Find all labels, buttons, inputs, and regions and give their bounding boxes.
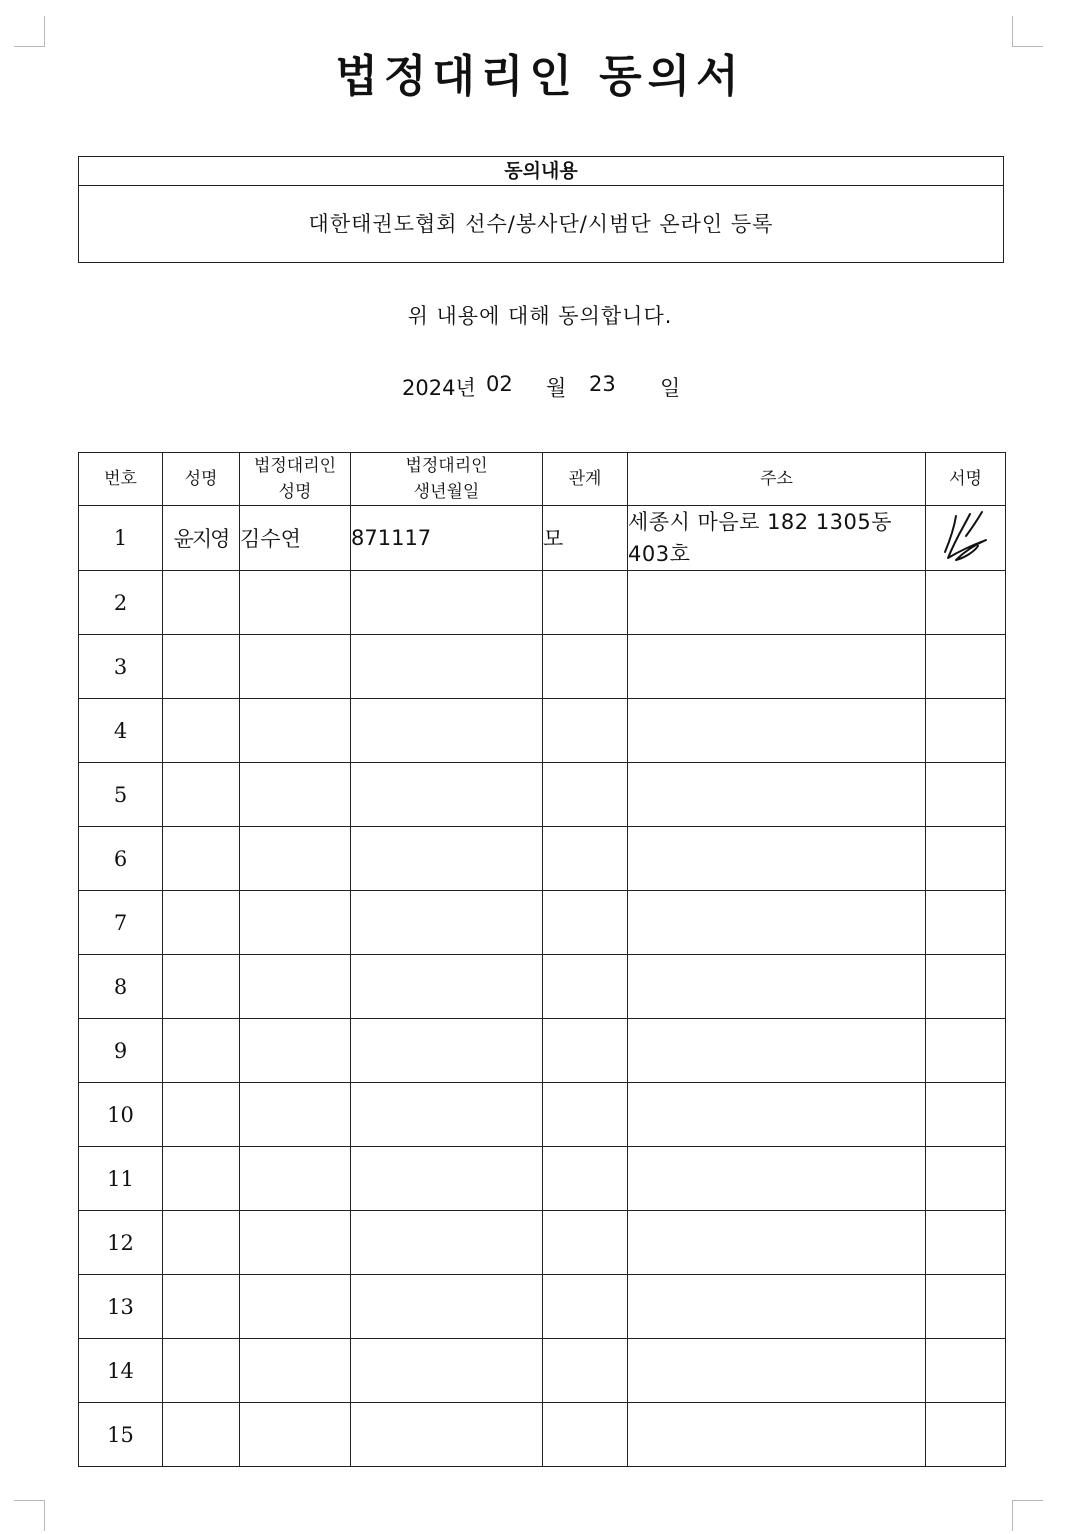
row-guardian-name [240,827,351,891]
row-guardian-birth [351,955,543,1019]
row-relation [543,1403,628,1467]
row-guardian-name [240,955,351,1019]
page-title: 법정대리인 동의서 [335,51,745,102]
table-row [79,1083,1006,1147]
row-number: 7 [79,891,163,955]
header-relation: 관계 [543,453,628,506]
table-row [79,1019,1006,1083]
row-name [163,1147,240,1211]
row-address [628,827,926,891]
row-number: 13 [79,1275,163,1339]
row-address [628,1403,926,1467]
row-signature [926,1275,1006,1339]
row-name [163,827,240,891]
row-signature [926,699,1006,763]
header-guardian-name: 법정대리인 성명 [240,453,351,506]
row-number: 9 [79,1019,163,1083]
row-address [628,763,926,827]
row-signature [926,827,1006,891]
table-row [79,635,1006,699]
row-number: 14 [79,1339,163,1403]
row-relation [543,1019,628,1083]
row-number: 1 [79,506,163,571]
agreement-text: 위 내용에 대해 동의합니다. [407,304,673,328]
row-number: 12 [79,1211,163,1275]
row-relation [543,827,628,891]
consent-content: 대한태권도협회 선수/봉사단/시범단 온라인 등록 [308,212,774,236]
table-row [79,827,1006,891]
header-address: 주소 [628,453,926,506]
table-row [79,1339,1006,1403]
header-number: 번호 [79,453,163,506]
row-guardian-name [240,571,351,635]
date-year: 2024년 [402,376,476,400]
row-guardian-birth [351,891,543,955]
row-guardian-birth [351,827,543,891]
row-guardian-birth [351,1403,543,1467]
row-guardian-birth [351,763,543,827]
row-address [628,699,926,763]
row-signature [926,891,1006,955]
row-signature [926,955,1006,1019]
crop-mark-bottom-right [1012,1500,1043,1531]
crop-mark-bottom-left [14,1500,45,1531]
row-guardian-name [240,1403,351,1467]
row-relation [543,955,628,1019]
row-name [163,1275,240,1339]
row-guardian-birth [351,571,543,635]
row-signature [926,506,1006,571]
row-relation [543,1083,628,1147]
row-guardian-name [240,1339,351,1403]
row-address [628,635,926,699]
row-guardian-birth [351,1339,543,1403]
row-guardian-name [240,699,351,763]
table-row [79,506,1006,571]
row-signature [926,1211,1006,1275]
row-relation [543,635,628,699]
row-guardian-name [240,1275,351,1339]
row-relation [543,1339,628,1403]
table-row [79,1147,1006,1211]
row-name [163,635,240,699]
row-name [163,571,240,635]
row-guardian-birth: 871117 [351,506,543,571]
row-number: 5 [79,763,163,827]
row-name [163,763,240,827]
header-signature: 서명 [926,453,1006,506]
header-name: 성명 [163,453,240,506]
row-signature [926,571,1006,635]
consent-box [78,156,1004,263]
date-day-label: 일 [660,376,681,400]
table-row [79,763,1006,827]
row-name [163,1083,240,1147]
row-guardian-name [240,635,351,699]
date-month-value: 02 [486,372,513,396]
row-relation [543,571,628,635]
row-number: 3 [79,635,163,699]
row-address [628,1083,926,1147]
table-row [79,955,1006,1019]
table-row [79,1275,1006,1339]
row-guardian-name [240,891,351,955]
row-relation [543,763,628,827]
row-guardian-birth [351,699,543,763]
table-row [79,1211,1006,1275]
row-signature [926,1403,1006,1467]
row-relation [543,1211,628,1275]
table-row [79,571,1006,635]
date-month-label: 월 [546,376,567,400]
row-signature [926,763,1006,827]
row-guardian-birth [351,635,543,699]
row-signature [926,1083,1006,1147]
row-number: 2 [79,571,163,635]
row-guardian-name [240,763,351,827]
row-address [628,1211,926,1275]
row-relation [543,1275,628,1339]
row-name: 윤지영 [163,506,240,571]
row-number: 6 [79,827,163,891]
row-guardian-name: 김수연 [240,506,351,571]
row-relation [543,1147,628,1211]
guardian-table [78,452,1006,1467]
consent-header: 동의내용 [79,157,1003,186]
row-address [628,955,926,1019]
row-name [163,1019,240,1083]
row-address: 세종시 마음로 182 1305동 403호 [628,506,926,571]
row-address [628,1019,926,1083]
row-guardian-birth [351,1211,543,1275]
row-signature [926,1147,1006,1211]
row-relation [543,891,628,955]
row-signature [926,1019,1006,1083]
row-guardian-birth [351,1275,543,1339]
row-number: 11 [79,1147,163,1211]
row-guardian-name [240,1211,351,1275]
header-guardian-birth: 법정대리인 생년월일 [351,453,543,506]
row-relation [543,699,628,763]
row-guardian-birth [351,1083,543,1147]
row-guardian-birth [351,1147,543,1211]
row-name [163,955,240,1019]
table-row [79,891,1006,955]
row-relation: 모 [543,506,628,571]
row-name [163,891,240,955]
date-day-value: 23 [589,372,616,396]
row-signature [926,635,1006,699]
row-guardian-name [240,1147,351,1211]
row-address [628,891,926,955]
row-name [163,1211,240,1275]
row-address [628,1275,926,1339]
row-number: 15 [79,1403,163,1467]
row-address [628,571,926,635]
row-address [628,1147,926,1211]
row-number: 4 [79,699,163,763]
row-name [163,1403,240,1467]
row-number: 8 [79,955,163,1019]
row-guardian-birth [351,1019,543,1083]
table-row [79,1403,1006,1467]
table-header-row [79,453,1006,506]
signature-mark [942,508,990,564]
row-signature [926,1339,1006,1403]
row-guardian-name [240,1083,351,1147]
table-row [79,699,1006,763]
row-address [628,1339,926,1403]
row-number: 10 [79,1083,163,1147]
row-name [163,699,240,763]
row-guardian-name [240,1019,351,1083]
row-name [163,1339,240,1403]
